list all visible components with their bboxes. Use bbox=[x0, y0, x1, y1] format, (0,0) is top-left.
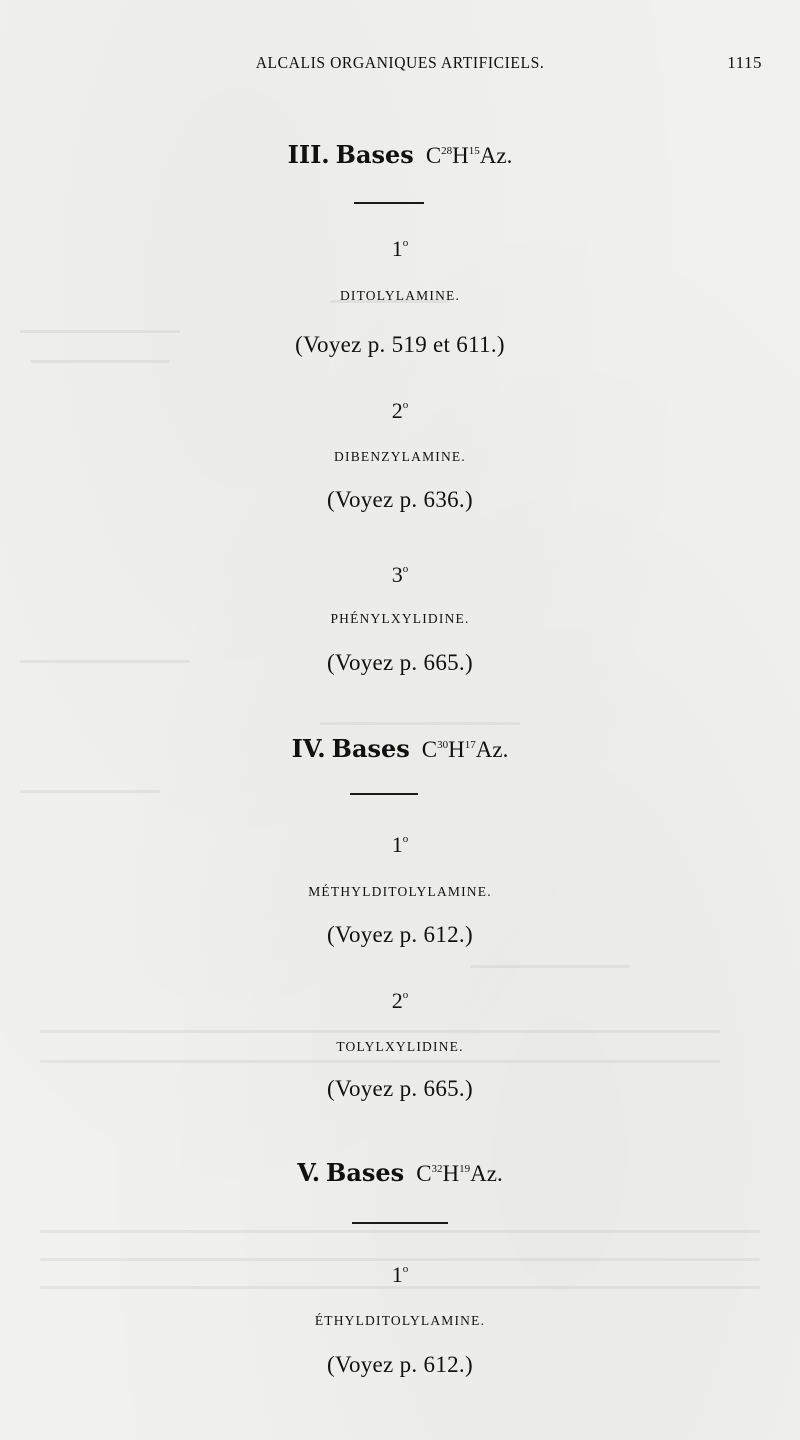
section-numeral: IV. bbox=[291, 734, 326, 763]
entry-ordinal: 2$^o$ bbox=[391, 988, 409, 1013]
section-heading-iii bbox=[0, 140, 800, 170]
page-number: 1115 bbox=[727, 53, 762, 72]
section-formula: $C^{28}H^{15}Az$. bbox=[425, 143, 513, 168]
entry-page-reference: (Voyez p. 636.) bbox=[327, 487, 473, 512]
entry-name: ÉTHYLDITOLYLAMINE. bbox=[314, 1313, 486, 1328]
entry-ordinal: 1$^o$ bbox=[391, 1262, 409, 1287]
section-word: Bases bbox=[331, 734, 410, 763]
section-word: Bases bbox=[326, 1158, 405, 1187]
entry-name: DIBENZYLAMINE. bbox=[334, 449, 466, 464]
section-divider bbox=[352, 1222, 448, 1224]
entry-ordinal: 1$^o$ bbox=[391, 236, 409, 261]
entry-page-reference: (Voyez p. 612.) bbox=[327, 922, 473, 947]
entry-ordinal: 3$^o$ bbox=[391, 562, 409, 587]
entry-ordinal: 2$^o$ bbox=[391, 398, 409, 423]
entry-page-reference: (Voyez p. 665.) bbox=[327, 650, 473, 675]
page-header bbox=[0, 53, 800, 77]
section-divider bbox=[354, 202, 424, 204]
entry-name: DITOLYLAMINE. bbox=[339, 288, 461, 303]
section-word: Bases bbox=[335, 140, 414, 169]
section-divider bbox=[350, 793, 418, 795]
section-heading-iv bbox=[0, 734, 800, 764]
entry-ordinal: 1$^o$ bbox=[391, 832, 409, 857]
running-title: ALCALIS ORGANIQUES ARTIFICIELS. bbox=[255, 53, 545, 72]
section-numeral: V. bbox=[297, 1158, 321, 1187]
entry-page-reference: (Voyez p. 519 et 611.) bbox=[295, 332, 505, 357]
section-formula: $C^{30}H^{17}Az$. bbox=[421, 737, 509, 762]
entry-name: TOLYLXYLIDINE. bbox=[336, 1039, 464, 1054]
section-formula: $C^{32}H^{19}Az$. bbox=[416, 1161, 503, 1186]
entry-page-reference: (Voyez p. 665.) bbox=[327, 1076, 473, 1101]
section-heading-v bbox=[0, 1158, 800, 1188]
entry-page-reference: (Voyez p. 612.) bbox=[327, 1352, 473, 1377]
entry-name: PHÉNYLXYLIDINE. bbox=[330, 611, 470, 626]
section-numeral: III. bbox=[287, 140, 330, 169]
entry-name: MÉTHYLDITOLYLAMINE. bbox=[308, 884, 492, 899]
